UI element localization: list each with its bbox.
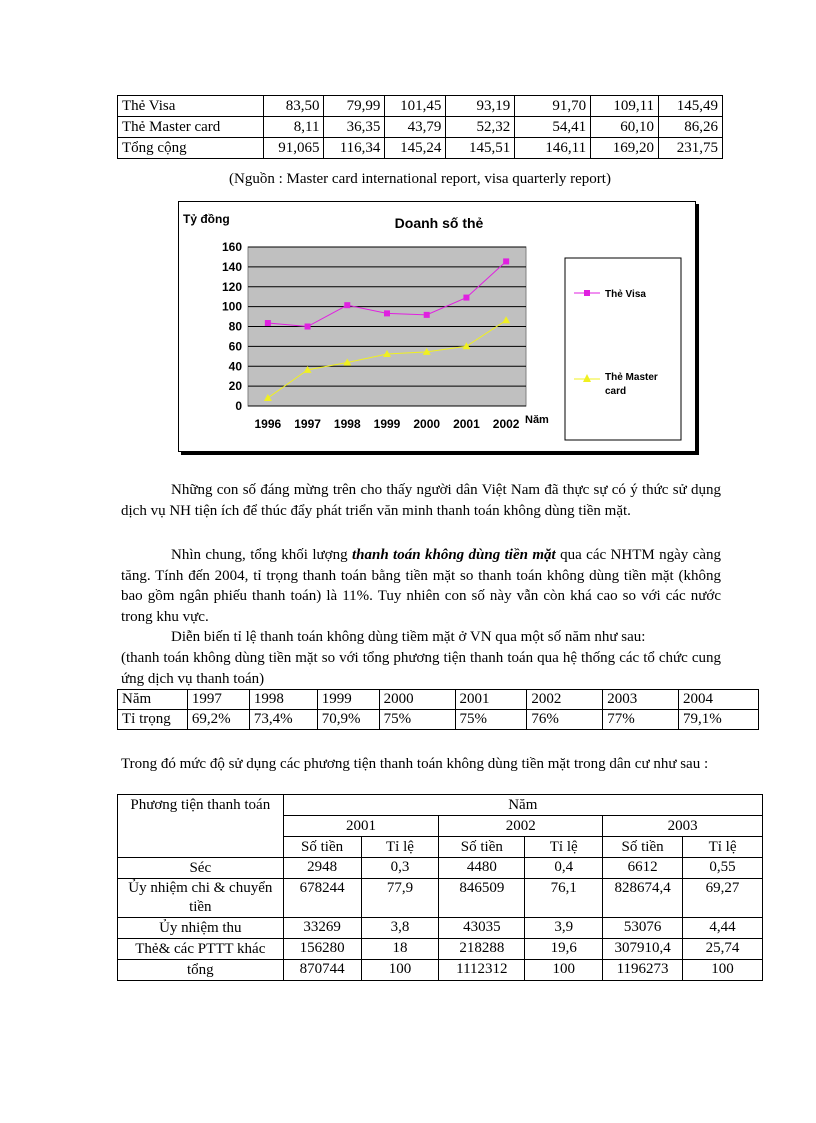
value-cell: 60,10 bbox=[591, 117, 659, 138]
visa-point bbox=[424, 312, 430, 318]
year-header: 2003 bbox=[603, 816, 763, 837]
year-cell: 2004 bbox=[679, 690, 759, 710]
value-cell: 2948 bbox=[283, 858, 361, 879]
amount-header: Số tiền bbox=[283, 837, 361, 858]
ratio-header: Tỉ lệ bbox=[683, 837, 763, 858]
year-cell: 2000 bbox=[379, 690, 455, 710]
x-tick-label: 1998 bbox=[333, 417, 361, 431]
value-cell: 43035 bbox=[439, 918, 525, 939]
value-cell: 53076 bbox=[603, 918, 683, 939]
value-cell: 100 bbox=[361, 960, 439, 981]
instrument-label: Séc bbox=[118, 858, 284, 879]
value-cell: 870744 bbox=[283, 960, 361, 981]
value-cell: 100 bbox=[683, 960, 763, 981]
ratio-header: Tỉ lệ bbox=[361, 837, 439, 858]
value-cell: 0,55 bbox=[683, 858, 763, 879]
ratio-cell: 69,2% bbox=[187, 710, 249, 730]
table-row bbox=[118, 918, 763, 939]
legend-visa-marker bbox=[584, 290, 590, 296]
value-cell: 145,51 bbox=[446, 138, 515, 159]
year-cell: 1999 bbox=[317, 690, 379, 710]
y-tick-label: 0 bbox=[235, 399, 242, 413]
source-note: (Nguồn : Master card international report, visa quarterly report) bbox=[229, 171, 611, 187]
y-tick-label: 80 bbox=[228, 319, 242, 334]
value-cell: 828674,4 bbox=[603, 879, 683, 918]
paragraph-2 bbox=[121, 545, 721, 627]
ratio-cell: 75% bbox=[379, 710, 455, 730]
visa-point bbox=[265, 320, 271, 326]
visa-point bbox=[305, 324, 311, 330]
chart-canvas bbox=[179, 202, 695, 451]
x-tick-label: 2000 bbox=[413, 417, 441, 431]
y-tick-label: 60 bbox=[228, 339, 242, 354]
value-cell: 25,74 bbox=[683, 939, 763, 960]
ratio-cell: 76% bbox=[527, 710, 603, 730]
card-sales-chart bbox=[178, 201, 696, 452]
value-cell: 116,34 bbox=[324, 138, 385, 159]
value-cell: 846509 bbox=[439, 879, 525, 918]
y-tick-label: 140 bbox=[221, 259, 242, 274]
value-cell: 3,9 bbox=[525, 918, 603, 939]
card-sales-table bbox=[117, 95, 723, 159]
payment-instruments-table bbox=[117, 794, 763, 981]
paragraph-2-emphasis: thanh toán không dùng tiền mặt bbox=[351, 547, 556, 563]
table-row bbox=[118, 960, 763, 981]
year-header: 2002 bbox=[439, 816, 603, 837]
y-tick-label: 120 bbox=[221, 279, 242, 294]
value-cell: 678244 bbox=[283, 879, 361, 918]
paragraph-4: Trong đó mức độ sử dụng các phương tiện thanh toán không dùng tiền mặt trong dân cư như sau : bbox=[121, 756, 709, 772]
chart-legend bbox=[565, 258, 681, 440]
legend-visa-label: Thẻ Visa bbox=[605, 289, 646, 300]
paragraph-3-sub: (thanh toán không dùng tiền mặt so với tổng phương tiện thanh toán qua hệ thống các tổ chức cung ứng dịch vụ thanh toán) bbox=[121, 650, 721, 687]
table-row bbox=[118, 858, 763, 879]
ratio-cell: 77% bbox=[603, 710, 679, 730]
value-cell: 1196273 bbox=[603, 960, 683, 981]
instrument-label: Thẻ& các PTTT khác bbox=[118, 939, 284, 960]
x-tick-label: 2002 bbox=[492, 417, 520, 431]
value-cell: 4,44 bbox=[683, 918, 763, 939]
value-cell: 1112312 bbox=[439, 960, 525, 981]
paragraph-1: Những con số đáng mừng trên cho thấy người dân Việt Nam đã thực sự có ý thức sử dụng dịch vụ NH tiện ích để thúc đẩy phát triển văn minh thanh toán không dùng tiền mặt. bbox=[121, 482, 721, 519]
ratio-row-label: Tỉ trọng bbox=[118, 710, 188, 730]
value-cell: 79,99 bbox=[324, 96, 385, 117]
paragraph-2-part-c: qua các NHTM ngày càng tăng. Tính đến 2004, tỉ trọng thanh toán bằng tiền mặt so thanh toán không dùng tiền mặt (không bao gồm ngân phiếu thanh toán) là 11%. Tuy nhiên con số này vẫn còn khá cao so với các nước trong khu vực. bbox=[121, 547, 721, 625]
paragraph-2-part-a: Nhìn chung, tổng khối lượng bbox=[171, 547, 352, 563]
y-tick-label: 40 bbox=[228, 359, 242, 374]
year-cell: 1997 bbox=[187, 690, 249, 710]
value-cell: 145,24 bbox=[385, 138, 446, 159]
value-cell: 33269 bbox=[283, 918, 361, 939]
ratio-header: Tỉ lệ bbox=[525, 837, 603, 858]
x-tick-label: 2001 bbox=[453, 417, 480, 431]
chart-ylabel: Tỷ đồng bbox=[183, 212, 230, 226]
row-label: Thẻ Master card bbox=[118, 117, 264, 138]
ratio-value-row bbox=[118, 710, 759, 730]
value-cell: 0,4 bbox=[525, 858, 603, 879]
visa-point bbox=[384, 310, 390, 316]
value-cell: 156280 bbox=[283, 939, 361, 960]
x-tick-label: 1996 bbox=[254, 417, 282, 431]
table3-nam-header: Năm bbox=[283, 795, 762, 816]
value-cell: 36,35 bbox=[324, 117, 385, 138]
value-cell: 18 bbox=[361, 939, 439, 960]
amount-header: Số tiền bbox=[439, 837, 525, 858]
value-cell: 54,41 bbox=[515, 117, 591, 138]
ratio-cell: 79,1% bbox=[679, 710, 759, 730]
value-cell: 4480 bbox=[439, 858, 525, 879]
year-cell: 2003 bbox=[603, 690, 679, 710]
value-cell: 91,065 bbox=[263, 138, 324, 159]
paragraph-3: Diễn biến tỉ lệ thanh toán không dùng tiềm mặt ở VN qua một số năm như sau: bbox=[171, 629, 646, 645]
value-cell: 231,75 bbox=[659, 138, 723, 159]
value-cell: 86,26 bbox=[659, 117, 723, 138]
value-cell: 83,50 bbox=[263, 96, 324, 117]
value-cell: 101,45 bbox=[385, 96, 446, 117]
ratio-cell: 75% bbox=[455, 710, 527, 730]
visa-point bbox=[344, 302, 350, 308]
instrument-label: Ủy nhiệm chi & chuyển tiền bbox=[118, 879, 284, 918]
value-cell: 19,6 bbox=[525, 939, 603, 960]
ratio-cell: 70,9% bbox=[317, 710, 379, 730]
table-row bbox=[118, 879, 763, 918]
x-tick-label: 1999 bbox=[373, 417, 401, 431]
value-cell: 3,8 bbox=[361, 918, 439, 939]
value-cell: 91,70 bbox=[515, 96, 591, 117]
value-cell: 43,79 bbox=[385, 117, 446, 138]
value-cell: 52,32 bbox=[446, 117, 515, 138]
visa-point bbox=[463, 295, 469, 301]
ratio-cell: 73,4% bbox=[249, 710, 317, 730]
y-tick-label: 100 bbox=[221, 299, 242, 314]
cashless-ratio-table bbox=[117, 689, 759, 730]
value-cell: 307910,4 bbox=[603, 939, 683, 960]
value-cell: 69,27 bbox=[683, 879, 763, 918]
chart-title: Doanh số thẻ bbox=[394, 215, 484, 231]
value-cell: 6612 bbox=[603, 858, 683, 879]
value-cell: 109,11 bbox=[591, 96, 659, 117]
year-cell: 2001 bbox=[455, 690, 527, 710]
value-cell: 0,3 bbox=[361, 858, 439, 879]
y-tick-label: 20 bbox=[228, 379, 242, 394]
value-cell: 218288 bbox=[439, 939, 525, 960]
table3-corner: Phương tiện thanh toán bbox=[118, 795, 284, 858]
ratio-header-label: Năm bbox=[118, 690, 188, 710]
value-cell: 8,11 bbox=[263, 117, 324, 138]
value-cell: 146,11 bbox=[515, 138, 591, 159]
table-row bbox=[118, 96, 723, 117]
legend-master-label-1: Thẻ Master bbox=[605, 372, 658, 383]
table-row bbox=[118, 117, 723, 138]
instrument-label: Ủy nhiệm thu bbox=[118, 918, 284, 939]
value-cell: 93,19 bbox=[446, 96, 515, 117]
year-cell: 2002 bbox=[527, 690, 603, 710]
row-label: Tổng cộng bbox=[118, 138, 264, 159]
legend-master-label-2: card bbox=[605, 386, 627, 397]
value-cell: 77,9 bbox=[361, 879, 439, 918]
y-tick-label: 160 bbox=[221, 240, 242, 254]
chart-xlabel: Năm bbox=[525, 414, 549, 426]
value-cell: 169,20 bbox=[591, 138, 659, 159]
table-row bbox=[118, 939, 763, 960]
value-cell: 145,49 bbox=[659, 96, 723, 117]
year-header: 2001 bbox=[283, 816, 439, 837]
year-cell: 1998 bbox=[249, 690, 317, 710]
table-row bbox=[118, 138, 723, 159]
visa-point bbox=[503, 258, 509, 264]
instrument-label: tổng bbox=[118, 960, 284, 981]
x-tick-label: 1997 bbox=[294, 417, 321, 431]
value-cell: 100 bbox=[525, 960, 603, 981]
ratio-header-row bbox=[118, 690, 759, 710]
value-cell: 76,1 bbox=[525, 879, 603, 918]
amount-header: Số tiền bbox=[603, 837, 683, 858]
row-label: Thẻ Visa bbox=[118, 96, 264, 117]
